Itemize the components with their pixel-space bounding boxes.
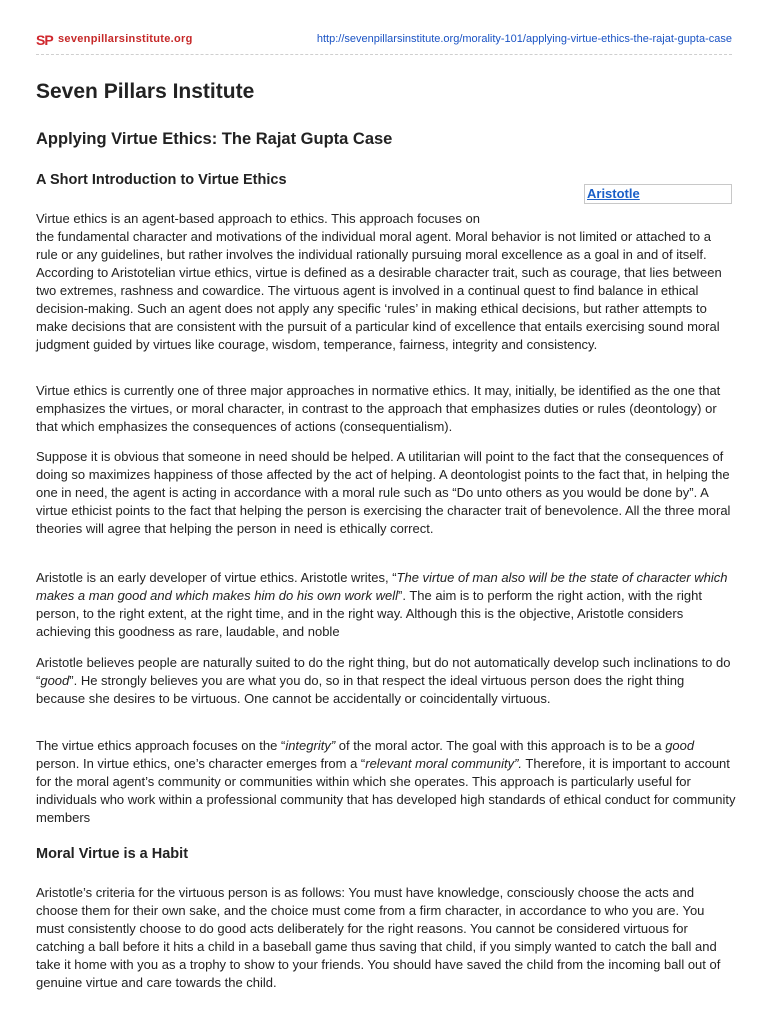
aristotle-link[interactable]: Aristotle — [587, 186, 640, 201]
site-domain[interactable]: sevenpillarsinstitute.org — [58, 33, 193, 45]
p6-text-d: Therefore, it is important to account for the moral agent’s community or communities within which she operates. This approach is particularly useful for individuals who work within a professional community that has developed high standards of ethical conduct for community members — [36, 756, 736, 825]
aristotle-quote: The virtue of man also will be the state of character which makes a man good and which makes him do his own work well — [36, 570, 728, 603]
paragraph-intro-1-rest: the fundamental character and motivations of the individual moral agent. Moral behavior is not limited or attached to a rule or any guidelines, but rather involves the individual rationally pursuing moral excellence as a goal in and of itself. According to Aristotelian virtue ethics, virtue is defined as a desirable character trait, such as courage, that lies between two extremes, rashness and cowardice. The virtuous agent is involved in a continual quest to find balance in ethical decision-making. Such an agent does not apply any specific ‘rules’ in making ethical decisions, but rather attempts to make decisions that are consistent with the pursuit of a particular kind of excellence that entails exercising sound moral judgment guided by virtues like courage, wisdom, temperance, fairness, integrity and consistency. — [36, 229, 722, 352]
p4-text-b: ”. The aim is to perform the right action, with the right person, to the right extent, at the right time, and in the right way. Although this is the objective, Aristotle considers achieving this goodness as rare, laudable, and noble — [36, 588, 702, 639]
p6-community: relevant moral community”. — [365, 756, 523, 771]
paragraph-intro-2: Virtue ethics is currently one of three major approaches in normative ethics. It may, initially, be identified as the one that emphasizes the virtues, or moral character, in contrast to the approach that emphasizes duties or rules (deontology) or that which emphasizes the consequences of actions (consequentialism). — [36, 383, 721, 434]
p5-text-a: Aristotle believes people are naturally suited to do the right thing, but do not automatically develop such inclinations to do “ — [36, 655, 731, 688]
paragraph-intro-3: Suppose it is obvious that someone in need should be helped. A utilitarian will point to the fact that the consequences of doing so maximizes happiness of those affected by the act of helping. A deontologist points to the fact that, in helping the one in need, the agent is acting in accordance with a moral rule such as “Do unto others as you would be done by”. A virtue ethicist points to the fact that helping the person is exercising the character trait of benevolence. All the three moral theories will agree that helping the person in need is ethically correct. — [36, 449, 731, 536]
p6-text-b: of the moral actor. The goal with this approach is to be a — [335, 738, 666, 753]
p5-good: good — [40, 673, 70, 688]
paragraph-intro-5 — [36, 654, 736, 708]
site-title: Seven Pillars Institute — [36, 80, 255, 103]
paragraph-intro-6 — [36, 737, 736, 827]
section-heading-habit: Moral Virtue is a Habit — [36, 846, 189, 862]
article-title: Applying Virtue Ethics: The Rajat Gupta Case — [36, 130, 393, 148]
aristotle-image-box[interactable] — [584, 184, 732, 204]
p6-text-c: person. In virtue ethics, one’s character emerges from a “ — [36, 756, 366, 771]
p6-good: good — [665, 738, 695, 753]
paragraph-intro-4 — [36, 569, 736, 641]
paragraph-intro-1-line1: Virtue ethics is an agent-based approach to ethics. This approach focuses on — [36, 211, 480, 226]
p4-text-a: Aristotle is an early developer of virtue ethics. Aristotle writes, “ — [36, 570, 397, 585]
p6-integrity: integrity” — [285, 738, 336, 753]
paragraph-intro-1 — [36, 210, 726, 354]
print-header — [36, 32, 732, 50]
p6-text-a: The virtue ethics approach focuses on the “ — [36, 738, 286, 753]
p5-text-b: ”. He strongly believes you are what you do, so in that respect the ideal virtuous person does the right thing because she desires to be virtuous. One cannot be accidentally or coincidentally virtuous. — [36, 673, 685, 706]
paragraph-habit-1: Aristotle’s criteria for the virtuous person is as follows: You must have knowledge, consciously choose the acts and choose them for their own sake, and the choice must come from a firm character, in accordance to who you are. You must consistently choose to do good acts deliberately for the right reasons. You cannot be considered virtuous for catching a ball before it hits a child in a baseball game thus saving that child, if you simply wanted to catch the ball and take it home with you as a trophy to show to your friends. You should have saved the child from the incoming ball out of genuine virtue and care towards the child. — [36, 885, 721, 990]
section-heading-intro: A Short Introduction to Virtue Ethics — [36, 172, 287, 188]
page-url-link[interactable]: http://sevenpillarsinstitute.org/morality-101/applying-virtue-ethics-the-rajat-gupta-case — [316, 33, 732, 45]
site-logo-icon: SP — [36, 32, 53, 48]
header-divider — [36, 54, 732, 55]
